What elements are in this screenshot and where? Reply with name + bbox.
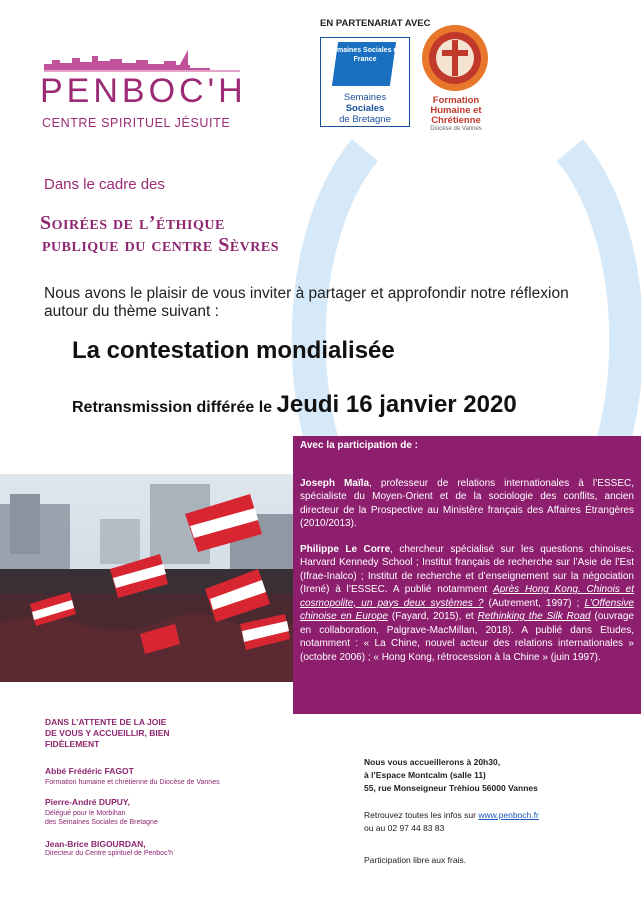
series-title-line1: Soirées de l’éthique — [40, 212, 225, 234]
cross-emblem-icon — [420, 23, 490, 93]
ssf-line3: de Bretagne — [339, 114, 391, 125]
fhc-name — [418, 96, 494, 126]
fhc-line3: Chrétienne — [431, 115, 481, 126]
signer-1-name: Abbé Frédéric FAGOT — [45, 766, 134, 776]
speaker-1-text: , professeur de relations internationales à l’ESSEC, spécialiste du Moyen-Orient et de la sociologie des conflits, ancien directeur de la Prospective au Ministère français des Affaires Étrangères (2010/2013). — [300, 477, 634, 529]
intro-text: Dans le cadre des — [44, 176, 165, 193]
org-name: PENBOC'H — [40, 72, 247, 110]
ssf-name — [321, 92, 409, 125]
speaker-2-name: Philippe Le Corre — [300, 543, 391, 555]
venue-block — [364, 756, 624, 865]
speaker-2-bio — [300, 543, 634, 665]
penboch-logo — [40, 44, 250, 134]
signer-3-name: Jean-Brice BIGOURDAN, — [45, 839, 146, 849]
speakers-panel — [293, 436, 641, 714]
speaker-2-text-3: (Fayard, 2015), et — [387, 611, 478, 622]
signer-2-name: Pierre-André DUPUY, — [45, 797, 131, 807]
skyline-icon — [40, 44, 250, 74]
venue-time: Nous vous accueillerons à 20h30, — [364, 757, 501, 767]
signer-2-role-2: des Semaines Sociales de Bretagne — [45, 819, 158, 826]
fhc-line1: Formation — [432, 95, 480, 106]
info-prefix: Retrouvez toutes les infos sur — [364, 810, 479, 820]
invitation-text: Nous avons le plaisir de vous inviter à partager et approfondir notre réflexion autour du thème suivant : — [44, 285, 569, 320]
org-subtitle: CENTRE SPIRITUEL JÉSUITE — [42, 116, 231, 130]
welcome-line1: DANS L’ATTENTE DE LA JOIE — [45, 717, 167, 727]
series-title-line2: publique du centre Sèvres — [42, 234, 279, 256]
website-link[interactable]: www.penboch.fr — [478, 810, 539, 820]
info-line — [364, 809, 624, 822]
speakers-header: Avec la participation de : — [300, 440, 418, 451]
speaker-2-book-3: Rethinking the Silk Road — [477, 611, 591, 622]
speaker-2-text-2: (Autrement, 1997) ; — [483, 597, 585, 609]
broadcast-label: Retransmission différée le — [72, 399, 273, 416]
ssf-line1: Semaines — [343, 92, 387, 103]
broadcast-date: Jeudi 16 janvier 2020 — [276, 391, 517, 418]
speaker-2-book-1: Après Hong Kong. Chinois et cosmopolite, un pays deux systèmes ? — [300, 584, 635, 609]
signer-2-role-1: Délégué pour le Morbihan — [45, 810, 126, 817]
broadcast-line — [72, 391, 517, 419]
venue-address: 55, rue Monseigneur Tréhiou 56000 Vannes — [364, 783, 538, 793]
signer-3-role: Directeur du Centre spirituel de Penboc’h — [45, 850, 174, 857]
ssf-line2: Sociales — [345, 103, 385, 114]
venue-place: à l’Espace Montcalm (salle 11) — [364, 770, 486, 780]
semaines-sociales-logo — [320, 37, 410, 127]
speaker-1-name: Joseph Maïla — [300, 477, 370, 489]
speaker-1-bio — [300, 477, 634, 531]
speaker-2-text-1: , chercheur spécialisé sur les questions chinoises. Harvard Kennedy School ; Institut français de recherche sur l’Asie de l’Est (Ifrae-Inalco) ; Institut de recherche et d’enseignement sur la négociation (Irené) à l’ESSEC. A publié notamment — [300, 543, 634, 595]
partner-label: EN PARTENARIAT AVEC — [320, 18, 431, 29]
protest-photo — [0, 474, 293, 682]
participation-note: Participation libre aux frais. — [364, 855, 467, 865]
signatures-block — [45, 717, 275, 858]
welcome-line2: DE VOUS Y ACCUEILLIR, BIEN — [45, 728, 170, 738]
phone-line: ou au 02 97 44 83 83 — [364, 823, 445, 833]
signer-1-role: Formation humaine et chrétienne du Diocèse de Vannes — [45, 779, 220, 786]
fhc-diocese: Diocèse de Vannes — [430, 126, 482, 132]
ssf-badge-text: Semaines Sociales de France — [328, 47, 402, 63]
speaker-2-book-2: L’Offensive chinoise en Europe — [300, 597, 634, 622]
theme-title: La contestation mondialisée — [72, 337, 395, 364]
fhc-line2: Humaine et — [430, 105, 482, 116]
welcome-line3: FIDÈLEMENT — [45, 739, 100, 749]
speaker-2-text-4: (ouvrage en collaboration, Palgrave-MacMillan, 2018). A publié dans Etudes, notamment : « La Chine, nouvel acteur des relations internationales » (octobre 2006) ; « Hong Kong, rétrocession à la Chine » (juin 1997). — [300, 611, 634, 663]
series-title — [40, 212, 400, 256]
